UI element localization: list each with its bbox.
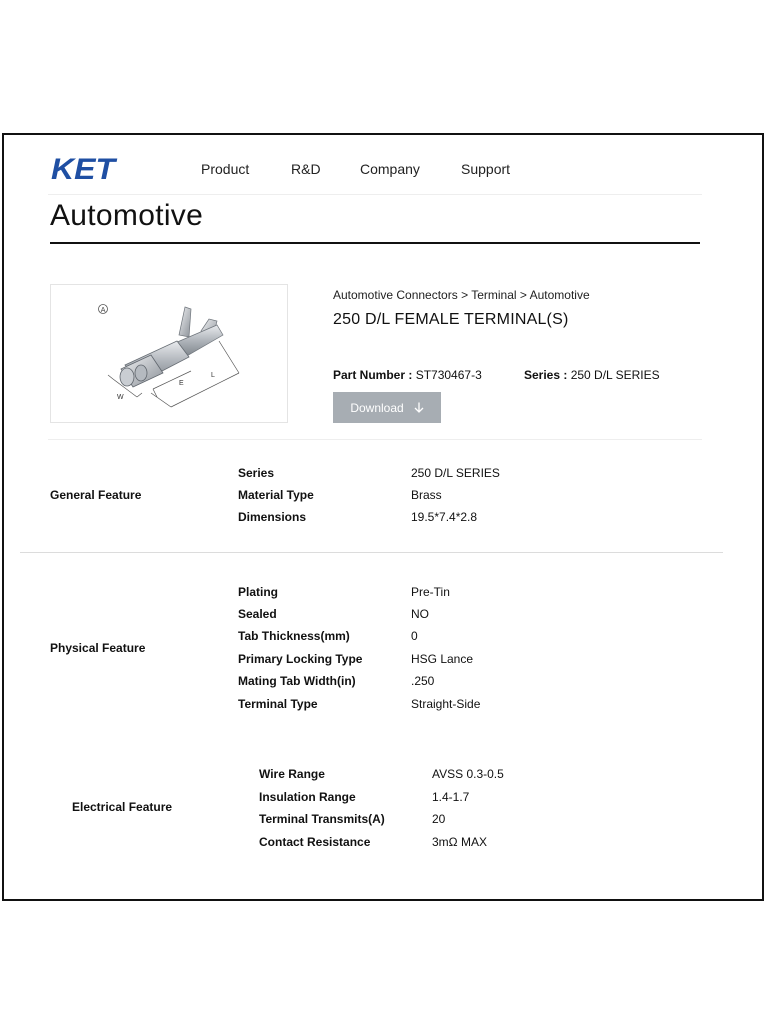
spec-key: Sealed [238, 607, 277, 621]
terminal-drawing [51, 285, 287, 422]
general-feature-label: General Feature [50, 488, 142, 502]
breadcrumb-item[interactable]: Automotive [529, 288, 590, 302]
section-divider [48, 439, 702, 440]
spec-value: AVSS 0.3-0.5 [432, 767, 504, 781]
spec-key: Material Type [238, 488, 314, 502]
spec-value: 1.4-1.7 [432, 790, 470, 804]
spec-row [238, 488, 678, 504]
spec-key: Terminal Type [238, 697, 318, 711]
svg-text:W: W [117, 394, 124, 401]
download-button[interactable] [333, 392, 441, 423]
spec-row [238, 607, 678, 623]
spec-row [238, 585, 678, 601]
spec-row [238, 510, 678, 526]
product-image [50, 284, 288, 423]
svg-text:A: A [100, 307, 106, 314]
breadcrumb [333, 288, 590, 302]
physical-feature-label: Physical Feature [50, 641, 146, 655]
spec-value: 250 D/L SERIES [411, 466, 500, 480]
spec-value: Straight-Side [411, 697, 481, 711]
spec-value: .250 [411, 674, 435, 688]
download-label: Download [350, 400, 404, 415]
series-info [524, 368, 660, 382]
spec-value: 20 [432, 812, 446, 826]
nav-support[interactable]: Support [461, 161, 511, 177]
title-rule [50, 242, 700, 244]
page-title: Automotive [50, 199, 204, 232]
ket-logo-mark [50, 154, 118, 182]
nav-rnd[interactable]: R&D [291, 161, 321, 177]
spec-row [238, 674, 678, 690]
breadcrumb-separator: > [461, 288, 469, 302]
spec-key: Contact Resistance [259, 835, 371, 849]
spec-key: Primary Locking Type [238, 652, 363, 666]
ket-logo[interactable] [50, 154, 118, 187]
breadcrumb-separator: > [519, 288, 527, 302]
part-number-value: ST730467-3 [415, 368, 482, 382]
product-name: 250 D/L FEMALE TERMINAL(S) [333, 311, 569, 328]
spec-key: Mating Tab Width(in) [238, 674, 356, 688]
spec-key: Insulation Range [259, 790, 356, 804]
spec-row [259, 812, 679, 828]
nav-product[interactable]: Product [201, 161, 250, 177]
section-divider [20, 552, 723, 553]
spec-key: Tab Thickness(mm) [238, 629, 350, 643]
spec-row [238, 629, 678, 645]
part-number [333, 368, 482, 382]
spec-value: 0 [411, 629, 418, 643]
spec-value: 3mΩ MAX [432, 835, 487, 849]
spec-row [238, 652, 678, 668]
spec-row [238, 697, 678, 713]
spec-row [238, 466, 678, 482]
spec-value: Pre-Tin [411, 585, 450, 599]
series-value: 250 D/L SERIES [570, 368, 660, 382]
spec-key: Plating [238, 585, 279, 599]
svg-text:KET: KET [51, 154, 118, 182]
nav-company[interactable]: Company [360, 161, 420, 177]
page-frame [2, 133, 764, 901]
spec-value: NO [411, 607, 429, 621]
arrow-down-icon [414, 402, 424, 413]
svg-text:E: E [179, 380, 184, 387]
breadcrumb-item[interactable]: Automotive Connectors [333, 288, 458, 302]
spec-key: Wire Range [259, 767, 325, 781]
spec-key: Terminal Transmits(A) [259, 812, 385, 826]
spec-row [259, 835, 679, 851]
spec-key: Dimensions [238, 510, 307, 524]
part-number-label: Part Number : [333, 368, 413, 382]
spec-row [259, 767, 679, 783]
series-label: Series : [524, 368, 568, 382]
spec-value: 19.5*7.4*2.8 [411, 510, 478, 524]
spec-row [259, 790, 679, 806]
electrical-feature-label: Electrical Feature [72, 800, 173, 814]
spec-value: HSG Lance [411, 652, 474, 666]
svg-text:L: L [211, 372, 215, 379]
header-divider [48, 194, 702, 195]
spec-key: Series [238, 466, 275, 480]
breadcrumb-item[interactable]: Terminal [471, 288, 517, 302]
spec-value: Brass [411, 488, 442, 502]
